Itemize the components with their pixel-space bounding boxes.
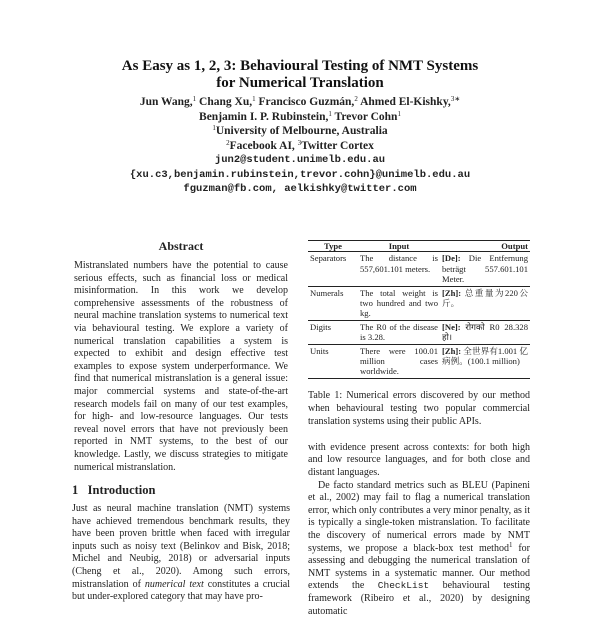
- output-cell: [440, 286, 530, 320]
- table-header-row: [308, 241, 530, 252]
- paragraph: [308, 480, 530, 618]
- output-cell: [440, 320, 530, 344]
- affiliation-text: Facebook AI,: [229, 139, 298, 152]
- section-number: 1: [72, 483, 79, 498]
- output-cell: [440, 344, 530, 378]
- author: Francisco Guzmán,: [258, 96, 355, 108]
- column-header: Output: [440, 241, 530, 252]
- author-affiliation-mark: 1: [397, 109, 401, 118]
- table-row: [308, 286, 530, 320]
- left-column: [72, 238, 290, 604]
- footnote-mark[interactable]: 1: [508, 540, 513, 549]
- type-cell: Separators: [308, 252, 358, 286]
- output-text: रोगको R0 28.328 हो।: [442, 321, 528, 343]
- table-caption: Table 1: Numerical errors discovered by our method when behavioural testing two popular commercial translation systems using their public APIs.: [308, 389, 530, 427]
- input-cell: The R0 of the disease is 3.28.: [360, 321, 438, 343]
- language-tag: [De]:: [442, 253, 461, 264]
- intro-text-part: constitutes a crucial but under-explored category that may have pro-: [72, 578, 290, 603]
- introduction-heading: [72, 482, 290, 498]
- column-header: Type: [308, 241, 358, 252]
- introduction-text: [72, 503, 290, 604]
- abstract-text: Mistranslated numbers have the potential to cause serious effects, such as financial loss or medical misinformation. In this work we develop comprehensive assessments of the robustness of neural machine translation systems to numerical text via behavioural testing. We explore a variety of numerical translation capabilities a system is expected to exhibit and design effective test examples to expose system underperformance. We find that numerical mistranslation is a general issue: major commercial systems and state-of-the-art research models fail on many of our test examples, for high- and low-resource languages. Our tests reveal novel errors that have not previously been reported in NMT systems, to the best of our knowledge. Lastly, we discuss strategies to mitigate numerical mistranslation.: [74, 260, 288, 473]
- output-text: 总重量为220公斤。: [442, 287, 528, 309]
- title-line-1: As Easy as 1, 2, 3: Behavioural Testing of NMT Systems: [121, 58, 479, 74]
- table-row: [308, 320, 530, 344]
- right-column-text: [308, 442, 530, 618]
- abstract-heading: Abstract: [158, 239, 204, 253]
- affiliation-mark: 1: [212, 124, 216, 132]
- author: Ahmed El-Kishky,: [360, 96, 451, 108]
- paragraph-text: for assessing and debugging the numerical translation of NMT systems in a systematic manner. Our method extends the: [308, 542, 530, 592]
- author: Trevor Cohn: [334, 110, 398, 123]
- right-column: [308, 240, 530, 618]
- affiliation-mark: 3: [297, 138, 302, 147]
- column-header: Input: [358, 241, 440, 252]
- author: Chang Xu,: [199, 96, 253, 108]
- author-list: [0, 95, 600, 197]
- input-cell: There were 100.01 million cases worldwide.: [360, 345, 438, 377]
- email-line: {xu.c3,benjamin.rubinstein,trevor.cohn}@unimelb.edu.au: [129, 168, 471, 181]
- language-tag: [Ne]:: [442, 321, 461, 332]
- output-text: Die Entfernung beträgt 557.601.101 Meter.: [442, 253, 528, 285]
- affiliation-text: Twitter Cortex: [301, 139, 374, 152]
- table-row: [308, 252, 530, 286]
- affiliation-mark: 2: [226, 138, 230, 147]
- email-line: fguzman@fb.com, aelkishky@twitter.com: [183, 183, 417, 195]
- input-cell: The total weight is two hundred and two kg.: [360, 287, 438, 319]
- author-affiliation-mark: 2: [354, 95, 358, 103]
- type-cell: Numerals: [308, 286, 358, 320]
- email-line: jun2@student.unimelb.edu.au: [214, 154, 386, 166]
- numerical-errors-table: [308, 240, 530, 379]
- affiliation-text: University of Melbourne, Australia: [215, 125, 388, 137]
- paragraph: with evidence present across contexts: for both high and low resource languages, and for both close and distant languages.: [308, 441, 530, 479]
- output-text: 全世界有1.001 亿病例。(100.1 million): [442, 345, 528, 367]
- section-title: Introduction: [87, 483, 156, 498]
- paragraph-text: De facto standard metrics such as BLEU (Papineni et al., 2002) may fail to flag a numerical translation error, which only contributes a very minor penalty, as it is typically a single-token mistranslation. To facilitate the discovery of numerical errors made by NMT systems, we propose a black-box test method: [308, 479, 530, 554]
- type-cell: Digits: [308, 320, 358, 344]
- output-cell: [440, 252, 530, 286]
- author-affiliation-mark: 3∗: [450, 95, 461, 103]
- author: Jun Wang,: [139, 96, 193, 108]
- intro-emphasis: numerical text: [144, 578, 204, 590]
- checklist-name: CheckList: [377, 580, 430, 592]
- affiliation-1: [0, 124, 600, 139]
- author: Benjamin I. P. Rubinstein,: [199, 110, 329, 123]
- language-tag: [Zh]:: [442, 345, 462, 356]
- author-affiliation-mark: 1: [328, 109, 332, 118]
- author-affiliation-mark: 1: [192, 95, 197, 103]
- type-cell: Units: [308, 344, 358, 378]
- intro-text-part: Just as neural machine translation (NMT) systems have achieved tremendous benchmark results, they have been proven brittle when faced with irregular inputs such as noisy text (Belinkov and Bisk, 2018; Michel and Neubig, 2018) or adversarial inputs (Cheng et al., 2020). Among such errors, mistranslation of: [72, 503, 290, 590]
- paragraph-text: behavioural testing framework (Ribeiro et al., 2020) by designing automatic: [308, 580, 530, 617]
- input-cell: The distance is 557,601.101 meters.: [358, 252, 440, 286]
- author-affiliation-mark: 1: [252, 95, 256, 103]
- affiliation-2: [0, 139, 600, 154]
- language-tag: [Zh]:: [442, 287, 462, 298]
- paper-title: [0, 58, 600, 92]
- title-line-2: for Numerical Translation: [216, 75, 384, 91]
- table-row: [308, 344, 530, 378]
